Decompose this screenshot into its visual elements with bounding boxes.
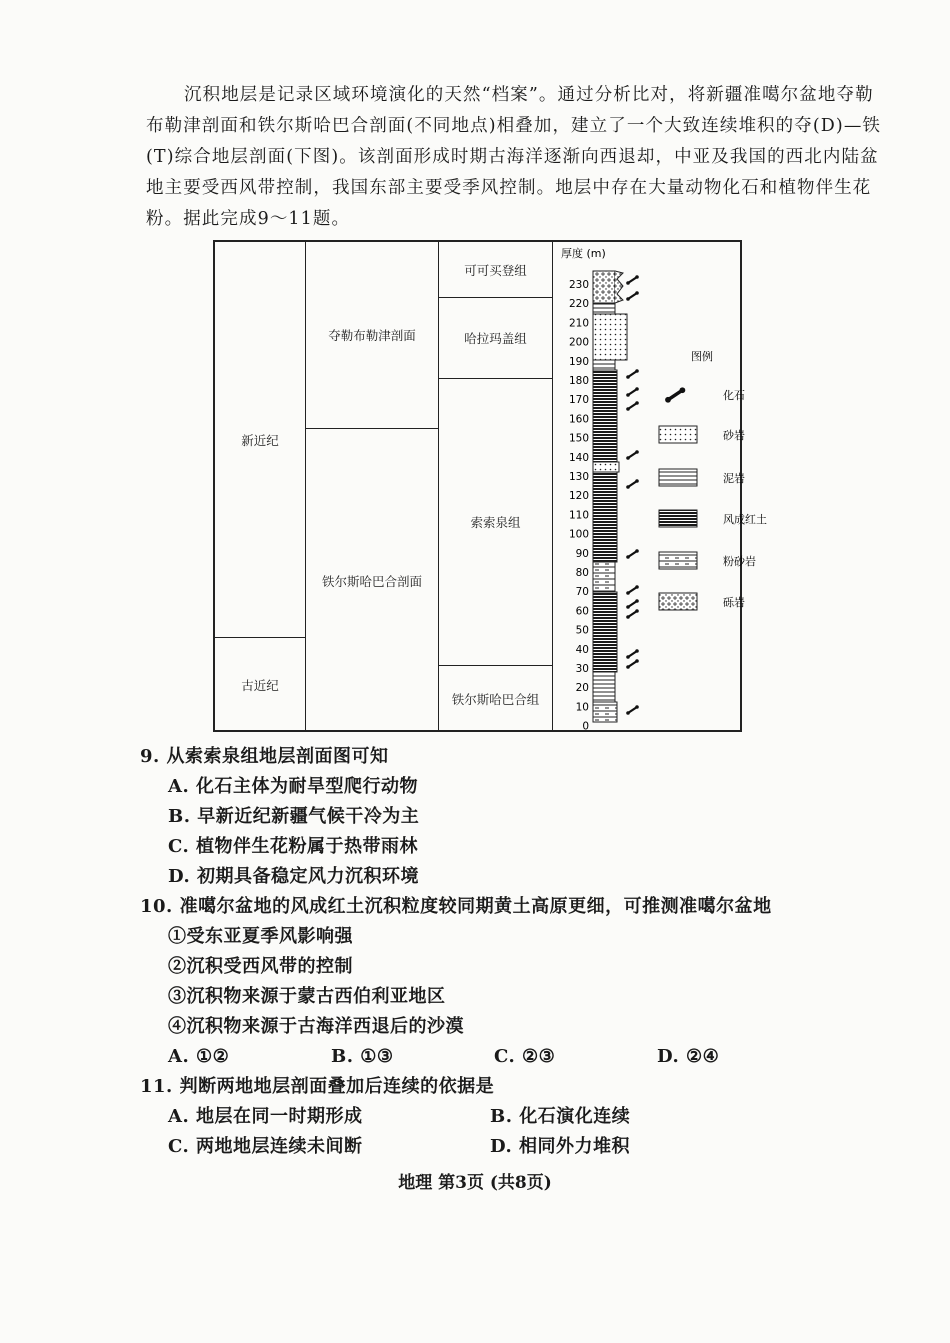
axis-tick-label: 210 xyxy=(568,317,589,330)
layer-redclay-3 xyxy=(593,592,617,672)
legend xyxy=(659,387,767,610)
question-list xyxy=(140,742,900,1162)
legend-gravel-swatch xyxy=(659,593,697,610)
layer-gravel-top xyxy=(593,271,615,303)
axis-tick-label: 20 xyxy=(575,682,589,695)
section-tieersihabahe: 铁尔斯哈巴合剖面 xyxy=(321,573,422,589)
axis-tick-label: 0 xyxy=(582,720,589,733)
question-11-options-row2 xyxy=(168,1132,900,1162)
fossil-icon xyxy=(626,659,639,669)
layer-mud-2 xyxy=(593,360,615,370)
question-11-option-c: C. 两地地层连续未间断 xyxy=(168,1136,363,1157)
group-tieersihabahe: 铁尔斯哈巴合组 xyxy=(451,692,540,707)
group-halamagai: 哈拉玛盖组 xyxy=(439,298,552,379)
fossil-icon xyxy=(626,450,639,460)
fossil-icon xyxy=(626,549,639,559)
question-9-option-d: D. 初期具备稳定风力沉积环境 xyxy=(168,866,419,887)
question-10-statement-4: ④沉积物来源于古海洋西退后的沙漠 xyxy=(168,1016,464,1037)
fossil-icon xyxy=(626,705,639,715)
legend-label-redclay: 风成红土 xyxy=(723,513,767,526)
question-10-statement-3: ③沉积物来源于蒙古西伯利亚地区 xyxy=(168,986,446,1007)
intro-passage xyxy=(146,80,891,235)
question-10-stem: 10. 准噶尔盆地的风成红土沉积粒度较同期黄土高原更细，可推测准噶尔盆地 xyxy=(140,896,772,917)
layer-sand-2 xyxy=(593,462,619,472)
axis-tick-label: 90 xyxy=(575,547,589,560)
fossil-icon xyxy=(626,275,639,285)
axis-tick-label: 190 xyxy=(568,355,589,368)
group-column xyxy=(439,242,553,730)
fossil-markers xyxy=(626,275,639,715)
fossil-icon xyxy=(626,401,639,411)
legend-label-mud: 泥岩 xyxy=(723,472,745,485)
strata-column-chart xyxy=(553,242,767,733)
strata-layers xyxy=(593,271,627,722)
layer-redclay-1 xyxy=(593,370,617,462)
fossil-icon xyxy=(626,585,639,595)
axis-tick-label: 130 xyxy=(568,471,589,483)
question-10-option-c: C. ②③ xyxy=(494,1046,556,1067)
axis-tick-label: 30 xyxy=(575,663,589,675)
question-10-statement-1: ①受东亚夏季风影响强 xyxy=(168,926,353,947)
axis-tick-label: 120 xyxy=(568,490,589,503)
axis-tick-label: 40 xyxy=(575,643,589,656)
layer-silt-2 xyxy=(593,702,617,722)
axis-label: 厚度 (m) xyxy=(561,247,606,260)
fossil-icon xyxy=(626,649,639,659)
axis-tick-label: 230 xyxy=(568,279,589,291)
axis-ticks xyxy=(569,279,589,733)
question-11-options-row1 xyxy=(168,1102,900,1132)
layer-silt-1 xyxy=(593,562,615,592)
legend-fossil-icon xyxy=(665,387,685,402)
section-duolebulejin: 夺勒布勒津剖面 xyxy=(306,242,438,429)
legend-silt-swatch xyxy=(659,552,697,569)
question-11-option-a: A. 地层在同一时期形成 xyxy=(168,1106,363,1127)
question-9-stem: 9. 从索索泉组地层剖面图可知 xyxy=(140,746,389,767)
fossil-icon xyxy=(626,609,639,619)
question-10-option-a: A. ①② xyxy=(168,1046,230,1067)
axis-tick-label: 10 xyxy=(575,701,589,714)
intro-text: 沉积地层是记录区域环境演化的天然“档案”。通过分析比对，将新疆准噶尔盆地夺勒布勒津剖面和铁尔斯哈巴合剖面(不同地点)相叠加，建立了一个大致连续堆积的夺(D)—铁(T)综合地层剖面(下图)。该剖面形成时期古海洋逐渐向西退却，中亚及我国的西北内陆盆地主要受西风带控制，我国东部主要受季风控制。地层中存在大量动物化石和植物伴生花粉。据此完成9～11题。 xyxy=(146,85,882,229)
legend-title: 图例 xyxy=(691,350,713,363)
axis-tick-label: 200 xyxy=(568,336,589,349)
legend-label-sand: 砂岩 xyxy=(723,429,745,442)
fossil-icon xyxy=(626,387,639,397)
legend-mud-swatch xyxy=(659,469,697,486)
layer-redclay-2 xyxy=(593,472,617,562)
question-10-option-d: D. ②④ xyxy=(657,1046,720,1067)
axis-tick-label: 160 xyxy=(568,413,589,426)
axis-tick-label: 100 xyxy=(568,528,589,541)
fossil-icon xyxy=(626,369,639,379)
page-footer: 地理 第3页 (共8页) xyxy=(398,1173,552,1193)
axis-tick-label: 60 xyxy=(575,605,589,618)
era-column xyxy=(215,242,306,730)
question-10-statement-2: ②沉积受西风带的控制 xyxy=(168,956,353,977)
axis-tick-label: 140 xyxy=(568,451,589,464)
question-11-option-b: B. 化石演化连续 xyxy=(490,1106,631,1127)
group-kekemaideng: 可可买登组 xyxy=(439,242,552,298)
question-11-stem: 11. 判断两地地层剖面叠加后连续的依据是 xyxy=(140,1076,495,1097)
era-paleogene: 古近纪 xyxy=(241,678,279,693)
question-9-option-a: A. 化石主体为耐旱型爬行动物 xyxy=(168,776,418,797)
layer-mud-1 xyxy=(593,303,615,314)
layer-sand-1 xyxy=(593,314,627,360)
question-10-option-b: B. ①③ xyxy=(331,1046,394,1067)
layer-gravel-edge xyxy=(615,271,623,303)
question-11-option-d: D. 相同外力堆积 xyxy=(490,1136,631,1157)
layer-mud-3 xyxy=(593,672,615,702)
axis-tick-label: 80 xyxy=(575,567,589,579)
question-9-option-c: C. 植物伴生花粉属于热带雨林 xyxy=(168,836,419,857)
axis-tick-label: 180 xyxy=(568,375,589,387)
fossil-icon xyxy=(626,599,639,609)
era-neogene: 新近纪 xyxy=(215,242,305,638)
fossil-icon xyxy=(626,291,639,301)
legend-sand-swatch xyxy=(659,426,697,443)
axis-tick-label: 220 xyxy=(568,298,589,311)
legend-redclay-swatch xyxy=(659,510,697,527)
question-9-option-b: B. 早新近纪新疆气候干冷为主 xyxy=(168,806,420,827)
axis-tick-label: 70 xyxy=(575,586,589,599)
fossil-icon xyxy=(626,479,639,489)
legend-label-silt: 粉砂岩 xyxy=(723,555,756,568)
axis-tick-label: 110 xyxy=(568,509,589,522)
section-column xyxy=(306,242,439,730)
axis-tick-label: 150 xyxy=(568,432,589,445)
legend-label-fossil: 化石 xyxy=(723,389,745,402)
question-10-options xyxy=(168,1042,900,1072)
axis-tick-label: 170 xyxy=(568,394,589,407)
stratigraphic-figure xyxy=(213,240,767,733)
axis-tick-label: 50 xyxy=(575,624,589,637)
group-suosuoquan: 索索泉组 xyxy=(439,379,552,666)
legend-label-gravel: 砾岩 xyxy=(723,596,745,609)
